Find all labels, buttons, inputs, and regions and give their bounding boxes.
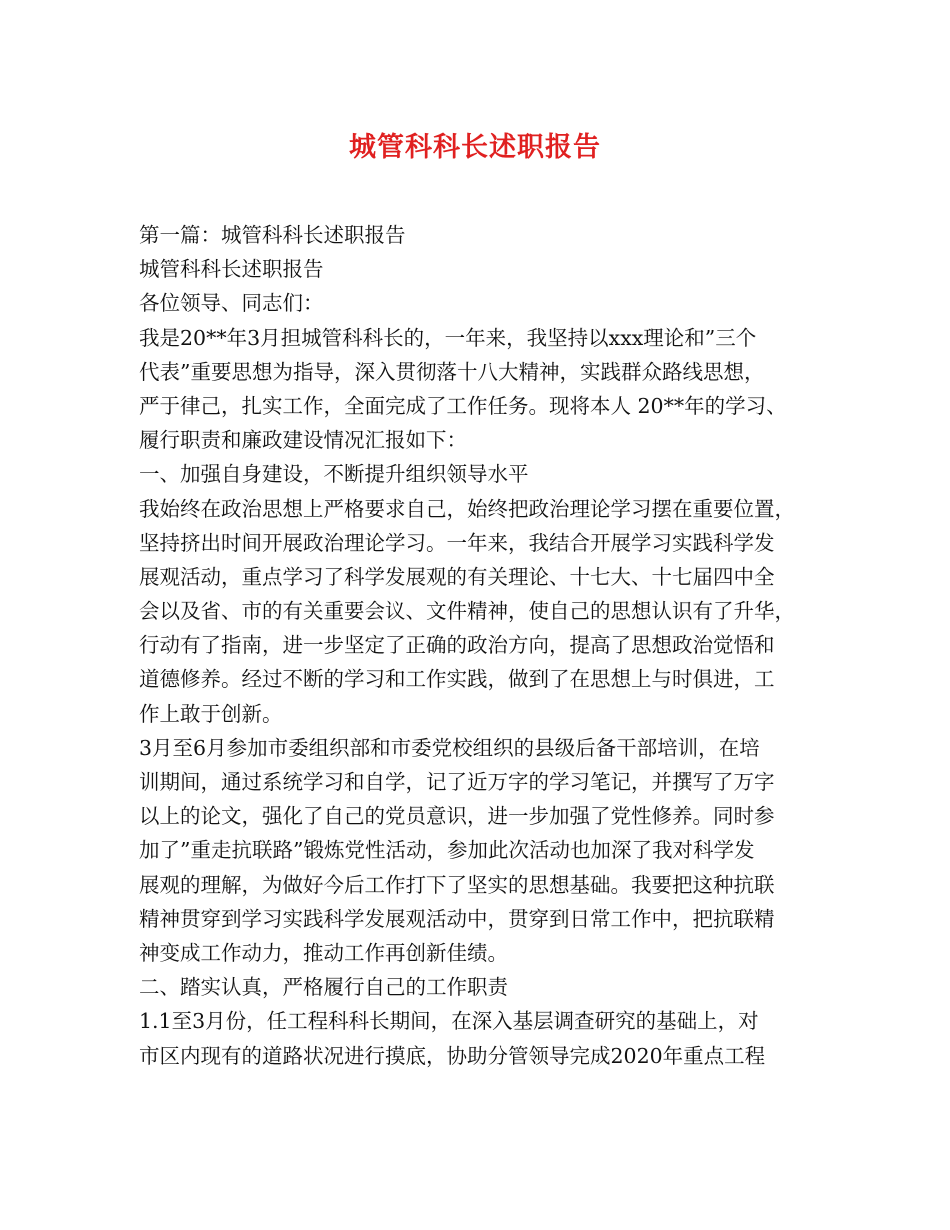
doc-line: 我是20**年3月担城管科科长的，一年来，我坚持以xxx理论和”三个 [139,325,757,350]
doc-line: 履行职责和廉政建设情况汇报如下： [139,428,467,453]
doc-line: 一、加强自身建设，不断提升组织领导水平 [139,462,529,487]
doc-line: 代表”重要思想为指导，深入贯彻落十八大精神，实践群众路线思想， [139,359,765,384]
doc-line: 精神贯穿到学习实践科学发展观活动中，贯穿到日常工作中，把抗联精 [139,906,775,931]
doc-line: 道德修养。经过不断的学习和工作实践，做到了在思想上与时俱进，工 [139,667,775,692]
doc-line: 坚持挤出时间开展政治理论学习。一年来，我结合开展学习实践科学发 [139,530,775,555]
doc-line: 3月至6月参加市委组织部和市委党校组织的县级后备干部培训，在培 [139,735,760,760]
doc-line: 严于律己，扎实工作，全面完成了工作任务。现将本人 20**年的学习、 [139,393,787,418]
doc-line: 市区内现有的道路状况进行摸底，协助分管领导完成2020年重点工程 [139,1043,766,1068]
doc-line: 我始终在政治思想上严格要求自己，始终把政治理论学习摆在重要位置， [139,496,795,521]
document-body [139,218,839,1073]
doc-line: 1.1至3月份，任工程科科长期间，在深入基层调查研究的基础上，对 [139,1009,759,1034]
doc-line: 神变成工作动力，推动工作再创新佳绩。 [139,940,508,965]
doc-line: 二、踏实认真，严格履行自己的工作职责 [139,975,508,1000]
doc-line: 加了”重走抗联路”锻炼党性活动，参加此次活动也加深了我对科学发 [139,838,755,863]
doc-line: 展观的理解，为做好今后工作打下了坚实的思想基础。我要把这种抗联 [139,872,775,897]
doc-line: 展观活动，重点学习了科学发展观的有关理论、十七大、十七届四中全 [139,564,775,589]
doc-line: 训期间，通过系统学习和自学，记了近万字的学习笔记，并撰写了万字 [139,770,775,794]
doc-line: 作上敢于创新。 [139,701,283,726]
doc-line: 行动有了指南，进一步坚定了正确的政治方向，提高了思想政治觉悟和 [139,633,775,658]
page-title: 城管科科长述职报告 [349,132,601,163]
doc-line: 以上的论文，强化了自己的党员意识，进一步加强了党性修养。同时参 [139,804,775,829]
doc-line: 各位领导、同志们： [139,291,324,316]
doc-line: 第一篇：城管科科长述职报告 [139,223,406,247]
doc-line: 会以及省、市的有关重要会议、文件精神，使自己的思想认识有了升华， [139,599,795,624]
doc-line: 城管科科长述职报告 [139,257,324,282]
